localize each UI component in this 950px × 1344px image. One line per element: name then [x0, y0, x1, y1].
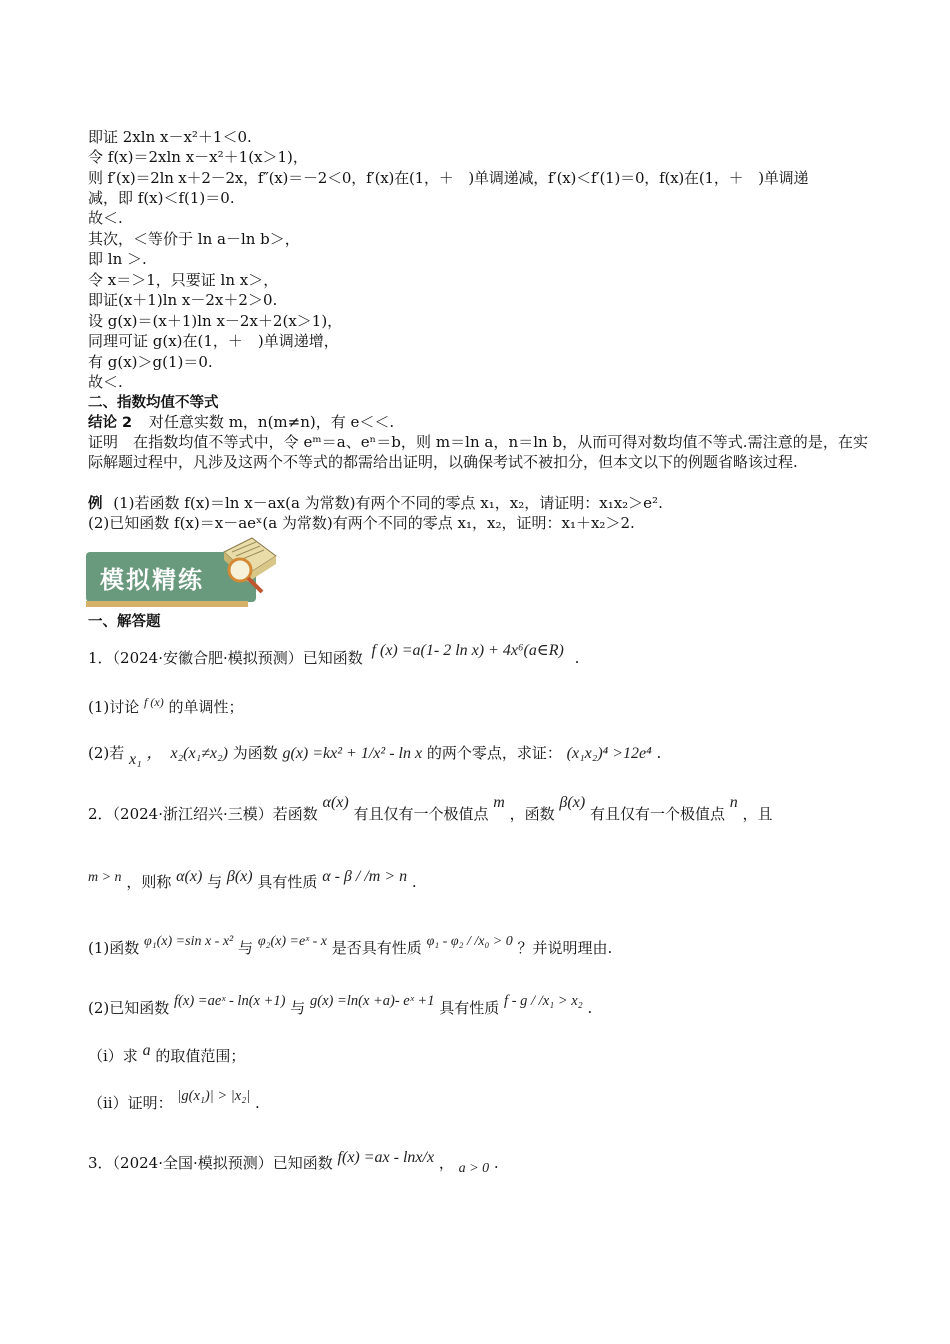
- q2-alpha: α(x): [322, 794, 349, 811]
- q2-2-f: f(x) =aeˣ - ln(x +1): [174, 993, 286, 1009]
- period: .: [656, 744, 662, 762]
- q2-2-text: (2)已知函数: [88, 999, 170, 1017]
- q1-1-tail: 的单调性；: [168, 698, 244, 716]
- text-line: 有 g(x)＞g(1)＝0.: [88, 353, 213, 371]
- proof-paragraph: 证明 在指数均值不等式中，令 eᵐ＝a、eⁿ＝b，则 m＝ln a，n＝ln b，从而可得对数均值不等式.需注意的是，在实际解题过程中，凡涉及这两个不等式的都需给出证明，以确保考试不被扣分，但本文以下的例题省略该过程.: [88, 433, 868, 471]
- question-1-part-2: [88, 743, 868, 768]
- question-2-part-2: [88, 993, 868, 1019]
- q1-2-inequality: (x₁x₂)⁴ >12e⁴: [566, 745, 652, 762]
- q1-2-mid: 为函数: [232, 744, 278, 762]
- q3-t2: ，: [438, 1154, 454, 1172]
- question-3: [88, 1149, 868, 1176]
- q3-text: 3．（2024·全国·模拟预测）已知函数: [88, 1154, 333, 1172]
- q1-1-text: (1)讨论: [88, 698, 140, 716]
- example-label: 例: [88, 496, 103, 512]
- q1-2-g-formula: g(x) =kx² + 1/x² - ln x: [282, 745, 423, 762]
- q2-2-property: f - g / /x₁ > x₂: [504, 993, 583, 1009]
- q2-beta: β(x): [559, 794, 586, 811]
- conclusion-label: 结论 2: [88, 415, 133, 431]
- period: .: [411, 873, 417, 891]
- q2-1-property: φ₁ - φ₂ / /x₀ > 0: [426, 934, 513, 949]
- period: .: [493, 1154, 499, 1172]
- q2-n: n: [729, 794, 738, 811]
- text-line: 则 f′(x)＝2ln x＋2－2x，f″(x)＝－2＜0，f′(x)在(1，＋ )单调递减，f′(x)＜f′(1)＝0，f(x)在(1，＋ )单调递: [88, 169, 809, 187]
- q2-2-g: g(x) =ln(x +a)- eˣ +1: [310, 993, 435, 1009]
- q2-mid1: 有且仅有一个极值点: [353, 805, 489, 823]
- q2-2ii-text: （ii）证明：: [88, 1094, 173, 1112]
- q1-2-x2: ， x₂(x₁≠x₂): [146, 745, 228, 762]
- q2-b-t2: 与: [207, 873, 223, 891]
- q2-2-t3: 具有性质: [439, 999, 500, 1017]
- q2-1-t3: 是否具有性质: [331, 939, 422, 957]
- q1-2-mid2: 的两个零点，求证：: [426, 744, 562, 762]
- text-line: 即 ln ＞.: [88, 250, 147, 268]
- period: .: [574, 649, 580, 667]
- q2-2i-tail: 的取值范围；: [155, 1047, 246, 1065]
- question-2-part-2-ii: [88, 1088, 868, 1114]
- example-1-text: (1)若函数 f(x)＝ln x－ax(a 为常数)有两个不同的零点 x₁，x₂，请证明：x₁x₂＞e².: [113, 494, 663, 512]
- banner-underline: [86, 601, 248, 607]
- example-line-2: (2)已知函数 f(x)＝x－aeˣ(a 为常数)有两个不同的零点 x₁，x₂，证明：x₁＋x₂＞2.: [88, 514, 635, 532]
- question-2: [88, 794, 868, 825]
- q2-tail: ，且: [742, 805, 773, 823]
- text-line: 故＜.: [88, 209, 123, 227]
- q2-1-text: (1)函数: [88, 939, 140, 957]
- q1-formula: f (x) =a(1- 2 ln x) + 4x⁶(a∈R): [371, 642, 564, 659]
- q2-b-alpha: α(x): [176, 868, 203, 885]
- q2-b-t1: ，则称: [126, 873, 172, 891]
- q2-2i-a: a: [142, 1042, 151, 1059]
- question-2-part-2-i: [88, 1042, 868, 1067]
- q2-b-t3: 具有性质: [257, 873, 318, 891]
- book-magnifier-icon: [218, 530, 280, 600]
- conclusion-text: 对任意实数 m，n(m≠n)，有 e＜＜.: [148, 413, 395, 431]
- text-line: 同理可证 g(x)在(1，＋ )单调递增，: [88, 332, 339, 350]
- question-1: [88, 642, 868, 669]
- q2-2-t2: 与: [290, 999, 306, 1017]
- text-line: 令 f(x)＝2xln x－x²＋1(x＞1)，: [88, 148, 308, 166]
- text-line: 即证 2xln x－x²＋1＜0.: [88, 128, 252, 146]
- q3-formula: f(x) =ax - lnx/x: [337, 1149, 435, 1166]
- q1-2-x1: x₁: [129, 751, 142, 768]
- period: .: [587, 999, 593, 1017]
- q2-1-tail: ？并说明理由.: [517, 939, 613, 957]
- q2-2ii-inequality: |g(x₁)| > |x₂|: [177, 1088, 251, 1104]
- text-line: 设 g(x)＝(x＋1)ln x－2x＋2(x＞1)，: [88, 312, 343, 330]
- text-line: 减，即 f(x)＜f(1)＝0.: [88, 189, 235, 207]
- q1-text: 1．（2024·安徽合肥·模拟预测）已知函数: [88, 649, 363, 667]
- q2-1-phi2: φ₂(x) =eˣ - x: [257, 934, 327, 949]
- section-title: 二、指数均值不等式: [88, 395, 219, 411]
- q2-text: 2．（2024·浙江绍兴·三模）若函数: [88, 805, 318, 823]
- q2-mid3: 有且仅有一个极值点: [589, 805, 725, 823]
- q2-m: m: [493, 794, 505, 811]
- text-line: 令 x＝＞1，只要证 ln x＞，: [88, 271, 279, 289]
- text-line: 故＜.: [88, 373, 123, 391]
- q2-m-gt-n: m > n: [88, 870, 122, 885]
- example-line-1: [88, 493, 868, 514]
- banner-title: 模拟精练: [100, 566, 204, 594]
- conclusion-line: [88, 412, 868, 433]
- text-line: 即证(x＋1)ln x－2x＋2＞0.: [88, 291, 278, 309]
- q1-1-formula: f (x): [144, 695, 164, 709]
- q2-2i-text: （i）求: [88, 1047, 138, 1065]
- q2-property: α - β / /m > n: [322, 868, 408, 885]
- q2-1-t2: 与: [238, 939, 254, 957]
- text-line: 其次，＜等价于 ln a－ln b＞，: [88, 230, 300, 248]
- q3-a-positive: a > 0: [458, 1161, 490, 1176]
- q2-b-beta: β(x): [226, 868, 253, 885]
- section-title: 一、解答题: [88, 614, 161, 630]
- period: .: [255, 1094, 260, 1112]
- q2-1-phi1: φ₁(x) =sin x - x²: [144, 934, 234, 949]
- question-2-definition: [88, 868, 868, 894]
- question-1-part-1: [88, 697, 868, 718]
- q2-mid2: ，函数: [509, 805, 555, 823]
- question-2-part-1: [88, 934, 868, 960]
- q1-2-text: (2)若: [88, 744, 125, 762]
